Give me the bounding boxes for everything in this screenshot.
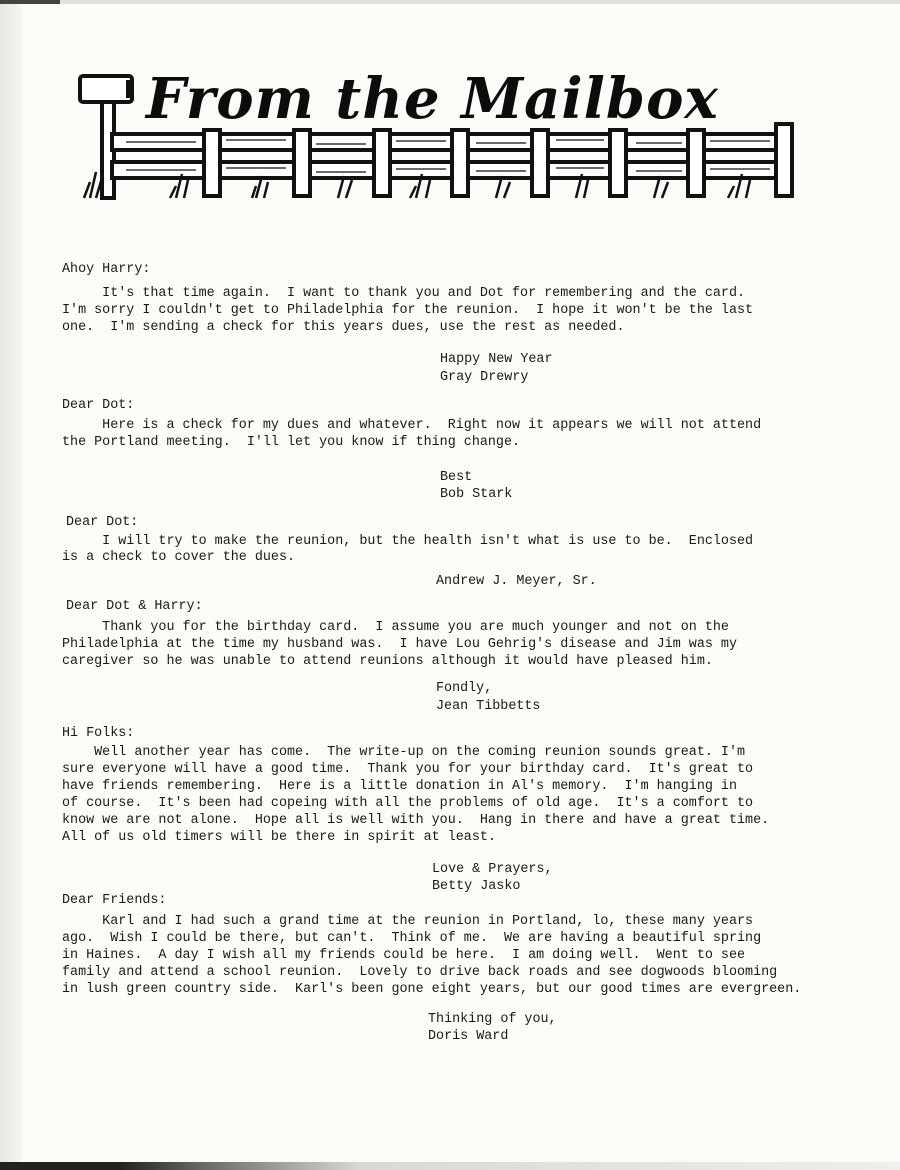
letter-body-line: All of us old timers will be there in spirit at least.: [62, 830, 496, 845]
page-left-edge: [0, 0, 22, 1170]
letter-body-line: I'm sorry I couldn't get to Philadelphia for the reunion. I hope it won't be the last: [62, 303, 754, 318]
letter-closing: Thinking of you,: [428, 1012, 557, 1027]
letter-closing: Fondly,: [436, 681, 493, 696]
letter-body-line: one. I'm sending a check for this years dues, use the rest as needed.: [62, 320, 625, 335]
letter-body-line: of course. It's been had copeing with all the problems of old age. It's a comfort to: [62, 796, 754, 811]
letter-body-line: know we are not alone. Hope all is well with you. Hang in there and have a great time.: [62, 813, 770, 828]
letter-body-line: caregiver so he was unable to attend reunions although it would have pleased him.: [62, 654, 713, 669]
letter-body-line: I will try to make the reunion, but the health isn't what is use to be. Enclosed: [62, 534, 754, 549]
letter-signature: Doris Ward: [428, 1029, 509, 1044]
letter-salutation: Dear Dot & Harry:: [66, 599, 203, 614]
letter-closing: Happy New Year: [440, 352, 553, 367]
letter-signature: Andrew J. Meyer, Sr.: [436, 574, 597, 589]
banner-title: From the Mailbox: [146, 66, 719, 132]
letter-salutation: Dear Dot:: [66, 515, 139, 530]
mailbox-banner: [76, 62, 800, 202]
letter-body-line: ago. Wish I could be there, but can't. Think of me. We are having a beautiful spring: [62, 931, 762, 946]
page-top-edge: [0, 0, 900, 4]
letter-body-line: Thank you for the birthday card. I assume you are much younger and not on the: [62, 620, 729, 635]
letter-salutation: Ahoy Harry:: [62, 262, 151, 277]
letter-body-line: Karl and I had such a grand time at the reunion in Portland, lo, these many years: [62, 914, 754, 929]
letter-body-line: Well another year has come. The write-up on the coming reunion sounds great. I'm: [62, 745, 746, 760]
letter-salutation: Hi Folks:: [62, 726, 135, 741]
letter-body-line: family and attend a school reunion. Lovely to drive back roads and see dogwoods blooming: [62, 965, 778, 980]
letter-body-line: It's that time again. I want to thank you and Dot for remembering and the card.: [62, 286, 746, 301]
letter-closing: Love & Prayers,: [432, 862, 553, 877]
letter-body-line: is a check to cover the dues.: [62, 550, 296, 565]
letter-signature: Bob Stark: [440, 487, 513, 502]
letter-body-line: Philadelphia at the time my husband was. I have Lou Gehrig's disease and Jim was my: [62, 637, 737, 652]
letter-salutation: Dear Friends:: [62, 893, 167, 908]
letter-closing: Best: [440, 470, 473, 485]
letter-body-line: sure everyone will have a good time. Thank you for your birthday card. It's great to: [62, 762, 754, 777]
page-bottom-edge: [0, 1162, 900, 1170]
letter-salutation: Dear Dot:: [62, 398, 135, 413]
letter-body-line: in Haines. A day I wish all my friends could be here. I am doing well. Went to see: [62, 948, 746, 963]
letter-signature: Betty Jasko: [432, 879, 521, 894]
letter-signature: Gray Drewry: [440, 370, 529, 385]
letter-body-line: Here is a check for my dues and whatever. Right now it appears we will not attend: [62, 418, 762, 433]
letter-body-line: the Portland meeting. I'll let you know if thing change.: [62, 435, 521, 450]
letter-body-line: have friends remembering. Here is a little donation in Al's memory. I'm hanging in: [62, 779, 737, 794]
letter-body-line: in lush green country side. Karl's been gone eight years, but our good times are evergreen.: [62, 982, 802, 997]
letter-signature: Jean Tibbetts: [436, 699, 541, 714]
